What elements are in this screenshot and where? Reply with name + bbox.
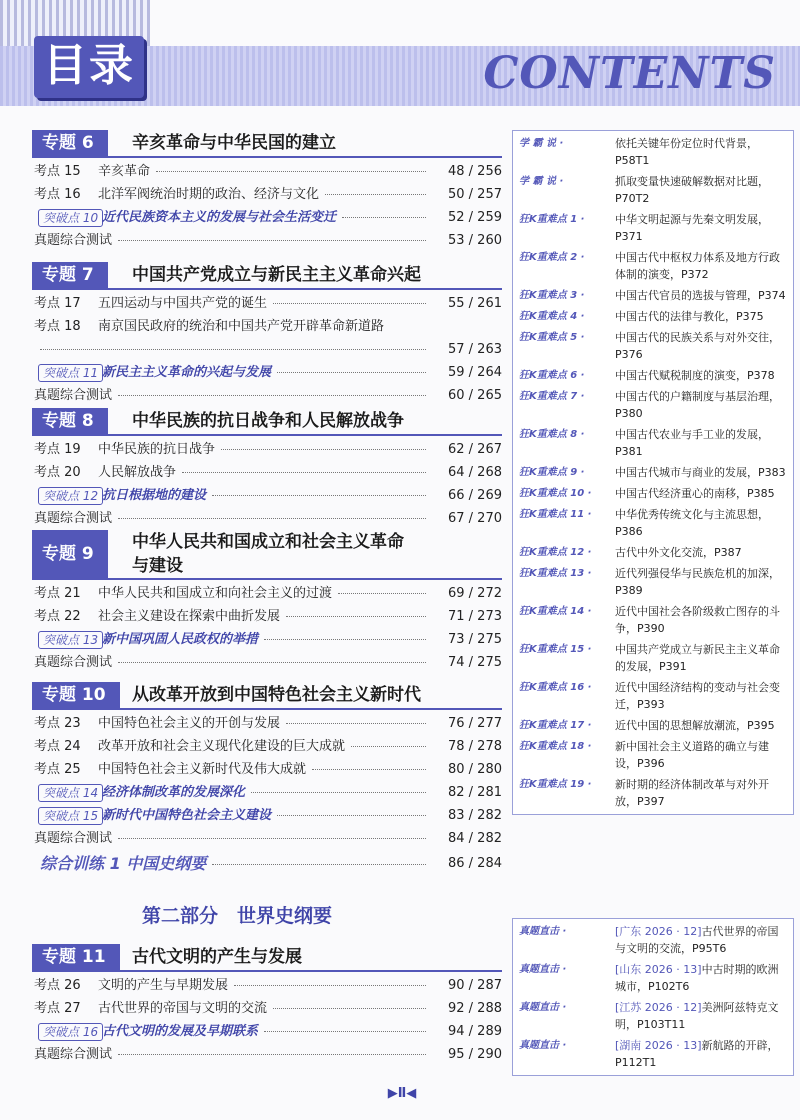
tip-text	[615, 1039, 779, 1069]
section-header	[32, 530, 502, 580]
tip-label: 真题直击 ·	[519, 1040, 567, 1051]
dot-leader	[342, 217, 426, 218]
page-title: 目录	[43, 40, 135, 91]
tip-label: 狂K重难点 6 ·	[519, 370, 585, 381]
tip-row	[513, 679, 793, 717]
dot-leader	[118, 395, 426, 396]
tip-row	[513, 173, 793, 211]
title-box	[34, 36, 144, 98]
tip-text	[615, 289, 786, 302]
toc-row[interactable]	[32, 1020, 502, 1043]
tip-row	[513, 464, 793, 485]
section-title-line1: 中华人民共和国成立和社会主义革命	[132, 532, 404, 552]
tip-content: 美洲阿兹特克文明，P103T11	[615, 1001, 779, 1031]
toc-row[interactable]	[32, 461, 502, 484]
breakthrough-label: 突破点 11	[38, 364, 103, 382]
tip-label: 狂K重难点 17 ·	[519, 720, 592, 731]
topic-label: 考点 15	[34, 164, 81, 179]
tip-row	[513, 485, 793, 506]
row-title: 北洋军阀统治时期的政治、经济与文化	[98, 187, 320, 202]
breakthrough-label: 突破点 12	[38, 487, 103, 505]
row-title: 近代民族资本主义的发展与社会生活变迁	[102, 210, 337, 225]
tip-label: 狂K重难点 11 ·	[519, 509, 592, 520]
section-badge: 专题 6	[32, 130, 108, 156]
toc-row[interactable]	[32, 628, 502, 651]
toc-section	[32, 944, 502, 1062]
tip-content: 中国古代中枢权力体系及地方行政体制的演变，P372	[615, 251, 780, 281]
tip-label: 狂K重难点 4 ·	[519, 311, 585, 322]
page-ref: 73 / 275	[448, 632, 502, 647]
tip-text	[615, 369, 775, 382]
tip-text	[615, 175, 769, 205]
tip-row	[513, 565, 793, 603]
tip-text	[615, 925, 779, 955]
tip-content: 近代中国的思想解放潮流，P395	[615, 719, 775, 732]
page-ref: 50 / 257	[448, 187, 502, 202]
tip-text	[615, 546, 742, 559]
page-ref: 67 / 270	[448, 511, 502, 526]
row-title: 经济体制改革的发展深化	[102, 785, 246, 800]
dot-leader	[182, 472, 426, 473]
tip-text	[615, 567, 780, 597]
tip-row	[513, 738, 793, 776]
row-title: 中国特色社会主义新时代及伟大成就	[98, 762, 307, 777]
exam-box	[512, 918, 794, 1076]
page-ref: 71 / 273	[448, 609, 502, 624]
dot-leader	[118, 838, 426, 839]
tip-content: 中国古代的户籍制度与基层治理，P380	[615, 390, 780, 420]
page-ref: 95 / 290	[448, 1047, 502, 1062]
tip-content: 中国古代官员的选拔与管理，P374	[615, 289, 786, 302]
tip-label: 狂K重难点 5 ·	[519, 332, 585, 343]
tip-label: 学 霸 说 ·	[519, 176, 564, 187]
row-title: 真题综合测试	[34, 388, 113, 403]
section-header	[32, 130, 502, 158]
page-ref: 52 / 259	[448, 210, 502, 225]
page-ref: 59 / 264	[448, 365, 502, 380]
dot-leader	[118, 240, 426, 241]
tip-label: 狂K重难点 10 ·	[519, 488, 592, 499]
tip-row	[513, 717, 793, 738]
topic-label: 考点 22	[34, 609, 81, 624]
tip-content: 抓取变量快速破解数据对比题，P70T2	[615, 175, 769, 205]
section-header	[32, 262, 502, 290]
dot-leader	[351, 746, 426, 747]
tip-label: 狂K重难点 18 ·	[519, 741, 592, 752]
toc-row[interactable]	[32, 1043, 502, 1066]
row-title: 新时代中国特色社会主义建设	[102, 808, 272, 823]
tip-label: 狂K重难点 19 ·	[519, 779, 592, 790]
tip-text	[615, 1001, 779, 1031]
section-title-line2: 与建设	[132, 556, 183, 576]
dot-leader	[251, 792, 426, 793]
dot-leader	[325, 194, 426, 195]
tip-text	[615, 390, 780, 420]
section-badge: 专题 10	[32, 682, 120, 708]
tip-content: 中古时期的欧洲城市，P102T6	[615, 963, 779, 993]
part-heading: 第二部分 世界史纲要	[142, 905, 333, 927]
tip-row	[513, 776, 793, 814]
page-ref: 53 / 260	[448, 233, 502, 248]
row-title: 真题综合测试	[34, 831, 113, 846]
tip-label: 狂K重难点 15 ·	[519, 644, 592, 655]
toc-row[interactable]	[32, 651, 502, 674]
toc-row[interactable]	[32, 974, 502, 997]
section-header	[32, 944, 502, 972]
tip-content: 中国古代赋税制度的演变，P378	[615, 369, 775, 382]
page-ref: 92 / 288	[448, 1001, 502, 1016]
page-ref: 74 / 275	[448, 655, 502, 670]
dot-leader	[212, 495, 426, 496]
section-title: 从改革开放到中国特色社会主义新时代	[132, 685, 421, 705]
topic-label: 考点 19	[34, 442, 81, 457]
dot-leader	[312, 769, 426, 770]
tip-label: 狂K重难点 3 ·	[519, 290, 585, 301]
tip-content: 中华文明起源与先秦文明发展，P371	[615, 213, 769, 243]
toc-row[interactable]	[32, 338, 502, 361]
tip-content: 新时期的经济体制改革与对外开放，P397	[615, 778, 769, 808]
tip-row	[513, 367, 793, 388]
toc-section	[32, 530, 502, 670]
row-title: 古代世界的帝国与文明的交流	[98, 1001, 268, 1016]
tip-text	[615, 605, 780, 635]
tip-text	[615, 778, 769, 808]
page-number: ▶Ⅱ◀	[387, 1086, 417, 1101]
tip-content: 古代中外文化交流，P387	[615, 546, 742, 559]
tip-label: 狂K重难点 2 ·	[519, 252, 585, 263]
section-badge: 专题 9	[32, 530, 108, 578]
toc-row[interactable]	[32, 160, 502, 183]
topic-label: 考点 21	[34, 586, 81, 601]
page-ref: 83 / 282	[448, 808, 502, 823]
tip-content: 依托关键年份定位时代背景，P58T1	[615, 137, 758, 167]
tip-row	[513, 544, 793, 565]
dot-leader	[264, 1031, 426, 1032]
row-title: 新民主主义革命的兴起与发展	[102, 365, 272, 380]
tip-row	[513, 308, 793, 329]
breakthrough-label: 突破点 14	[38, 784, 103, 802]
tip-content: 中国古代城市与商业的发展，P383	[615, 466, 786, 479]
comprehensive-row[interactable]	[32, 852, 502, 876]
tip-label: 学 霸 说 ·	[519, 138, 564, 149]
tip-text	[615, 740, 769, 770]
page-ref: 62 / 267	[448, 442, 502, 457]
topic-label: 考点 17	[34, 296, 81, 311]
toc-row[interactable]	[32, 438, 502, 461]
toc-row[interactable]	[32, 229, 502, 252]
tip-text	[615, 466, 786, 479]
toc-row[interactable]	[32, 183, 502, 206]
tip-content: 中国古代的法律与教化，P375	[615, 310, 764, 323]
contents-heading: CONTENTS	[483, 48, 776, 99]
section-title: 中华民族的抗日战争和人民解放战争	[132, 411, 404, 431]
toc-row[interactable]	[32, 484, 502, 507]
section-title	[132, 530, 404, 578]
section-header	[32, 682, 502, 710]
tip-label: 狂K重难点 7 ·	[519, 391, 585, 402]
tip-content: 中国共产党成立与新民主主义革命的发展，P391	[615, 643, 780, 673]
section-header	[32, 408, 502, 436]
toc-row[interactable]	[32, 781, 502, 804]
tip-row	[513, 923, 793, 961]
section-badge: 专题 7	[32, 262, 108, 288]
row-title: 中华人民共和国成立和向社会主义的过渡	[98, 586, 333, 601]
row-title: 抗日根据地的建设	[102, 488, 207, 503]
row-title: 中华民族的抗日战争	[98, 442, 216, 457]
tip-content: 中国古代经济重心的南移，P385	[615, 487, 775, 500]
section-title: 古代文明的产生与发展	[132, 947, 302, 967]
row-title: 人民解放战争	[98, 465, 177, 480]
toc-section	[32, 682, 502, 846]
breakthrough-label: 突破点 13	[38, 631, 103, 649]
tip-label: 真题直击 ·	[519, 1002, 567, 1013]
tip-row	[513, 135, 793, 173]
tip-label: 狂K重难点 12 ·	[519, 547, 592, 558]
row-title: 古代文明的发展及早期联系	[102, 1024, 259, 1039]
exam-tag: [江苏 2026 · 12]	[615, 1001, 702, 1014]
tip-label: 狂K重难点 13 ·	[519, 568, 592, 579]
toc-section	[32, 262, 502, 403]
tip-row	[513, 603, 793, 641]
page-ref: 66 / 269	[448, 488, 502, 503]
tip-content: 近代列强侵华与民族危机的加深，P389	[615, 567, 780, 597]
dot-leader	[273, 1008, 426, 1009]
tip-row	[513, 211, 793, 249]
toc-row[interactable]	[32, 507, 502, 530]
row-title: 辛亥革命	[98, 164, 151, 179]
tip-row	[513, 1037, 793, 1075]
page-ref: 84 / 282	[448, 831, 502, 846]
tip-text	[615, 487, 775, 500]
section-title: 辛亥革命与中华民国的建立	[132, 133, 336, 153]
dot-leader	[118, 518, 426, 519]
page-ref: 64 / 268	[448, 465, 502, 480]
tip-text	[615, 508, 769, 538]
page-ref: 57 / 263	[448, 342, 502, 357]
row-title: 五四运动与中国共产党的诞生	[98, 296, 268, 311]
row-title: 中国特色社会主义的开创与发展	[98, 716, 281, 731]
tip-text	[615, 213, 769, 243]
toc-row[interactable]	[32, 997, 502, 1020]
page-ref: 82 / 281	[448, 785, 502, 800]
exam-tag: [广东 2026 · 12]	[615, 925, 702, 938]
tip-content: 新航路的开辟，P112T1	[615, 1039, 779, 1069]
breakthrough-label: 突破点 15	[38, 807, 103, 825]
section-title: 中国共产党成立与新民主主义革命兴起	[132, 265, 421, 285]
dot-leader	[221, 449, 426, 450]
dot-leader	[286, 616, 426, 617]
row-title: 社会主义建设在探索中曲折发展	[98, 609, 281, 624]
dot-leader	[286, 723, 426, 724]
tip-row	[513, 426, 793, 464]
tip-label: 狂K重难点 1 ·	[519, 214, 585, 225]
dot-leader	[156, 171, 426, 172]
page-ref: 86 / 284	[448, 856, 502, 871]
page-ref: 78 / 278	[448, 739, 502, 754]
tip-content: 新中国社会主义道路的确立与建设，P396	[615, 740, 769, 770]
page-ref: 90 / 287	[448, 978, 502, 993]
dot-leader	[277, 372, 426, 373]
tip-label: 狂K重难点 8 ·	[519, 429, 585, 440]
page-ref: 69 / 272	[448, 586, 502, 601]
toc-row[interactable]	[32, 582, 502, 605]
tip-content: 中国古代农业与手工业的发展，P381	[615, 428, 769, 458]
tip-row	[513, 506, 793, 544]
row-title: 文明的产生与早期发展	[98, 978, 229, 993]
topic-label: 考点 18	[34, 319, 81, 334]
toc-row[interactable]	[32, 315, 502, 338]
toc-row[interactable]	[32, 206, 502, 229]
tip-row	[513, 641, 793, 679]
tip-row	[513, 961, 793, 999]
dot-leader	[338, 593, 426, 594]
tip-text	[615, 963, 779, 993]
tip-row	[513, 329, 793, 367]
row-title: 真题综合测试	[34, 233, 113, 248]
dot-leader	[40, 349, 426, 350]
tip-row	[513, 388, 793, 426]
dot-leader	[212, 864, 426, 865]
comprehensive-title: 综合训练 1 中国史纲要	[40, 854, 207, 873]
toc-row[interactable]	[32, 292, 502, 315]
exam-tag: [山东 2026 · 13]	[615, 963, 702, 976]
row-title: 新中国巩固人民政权的举措	[102, 632, 259, 647]
tip-label: 真题直击 ·	[519, 926, 567, 937]
row-title: 改革开放和社会主义现代化建设的巨大成就	[98, 739, 346, 754]
page-ref: 94 / 289	[448, 1024, 502, 1039]
tip-label: 真题直击 ·	[519, 964, 567, 975]
tip-text	[615, 137, 758, 167]
toc-row[interactable]	[32, 827, 502, 850]
dot-leader	[118, 1054, 426, 1055]
tip-text	[615, 643, 780, 673]
breakthrough-label: 突破点 10	[38, 209, 103, 227]
page-ref: 80 / 280	[448, 762, 502, 777]
dot-leader	[234, 985, 426, 986]
toc-row[interactable]	[32, 804, 502, 827]
tip-row	[513, 999, 793, 1037]
row-title: 真题综合测试	[34, 655, 113, 670]
topic-label: 考点 27	[34, 1001, 81, 1016]
topic-label: 考点 26	[34, 978, 81, 993]
tip-row	[513, 249, 793, 287]
topic-label: 考点 23	[34, 716, 81, 731]
toc-section	[32, 130, 502, 248]
toc-row[interactable]	[32, 361, 502, 384]
page-ref: 76 / 277	[448, 716, 502, 731]
page-number-text: Ⅱ	[397, 1086, 407, 1101]
tips-box	[512, 130, 794, 815]
dot-leader	[118, 662, 426, 663]
page-ref: 48 / 256	[448, 164, 502, 179]
tip-row	[513, 287, 793, 308]
tip-content: 古代世界的帝国与文明的交流，P95T6	[615, 925, 779, 955]
section-badge: 专题 8	[32, 408, 108, 434]
header	[0, 0, 800, 118]
tip-content: 中华优秀传统文化与主流思想，P386	[615, 508, 769, 538]
tip-text	[615, 681, 780, 711]
tip-text	[615, 251, 780, 281]
exam-tag: [湖南 2026 · 13]	[615, 1039, 702, 1052]
toc-section	[32, 408, 502, 526]
dot-leader	[264, 639, 426, 640]
topic-label: 考点 16	[34, 187, 81, 202]
dot-leader	[273, 303, 426, 304]
tip-content: 中国古代的民族关系与对外交往，P376	[615, 331, 780, 361]
row-title: 南京国民政府的统治和中国共产党开辟革命新道路	[98, 319, 385, 334]
toc-row[interactable]	[32, 735, 502, 758]
dot-leader	[277, 815, 426, 816]
topic-label: 考点 25	[34, 762, 81, 777]
tip-text	[615, 310, 764, 323]
topic-label: 考点 24	[34, 739, 81, 754]
tip-content: 近代中国经济结构的变动与社会变迁，P393	[615, 681, 780, 711]
tip-label: 狂K重难点 16 ·	[519, 682, 592, 693]
breakthrough-label: 突破点 16	[38, 1023, 103, 1041]
toc-row[interactable]	[32, 384, 502, 407]
tip-text	[615, 719, 775, 732]
page-ref: 60 / 265	[448, 388, 502, 403]
section-badge: 专题 11	[32, 944, 120, 970]
toc-row[interactable]	[32, 605, 502, 628]
toc-row[interactable]	[32, 712, 502, 735]
row-title: 真题综合测试	[34, 1047, 113, 1062]
page-ref: 55 / 261	[448, 296, 502, 311]
tip-text	[615, 428, 769, 458]
tip-label: 狂K重难点 14 ·	[519, 606, 592, 617]
tip-content: 近代中国社会各阶级救亡图存的斗争，P390	[615, 605, 780, 635]
row-title: 真题综合测试	[34, 511, 113, 526]
tip-text	[615, 331, 780, 361]
topic-label: 考点 20	[34, 465, 81, 480]
tip-label: 狂K重难点 9 ·	[519, 467, 585, 478]
toc-row[interactable]	[32, 758, 502, 781]
